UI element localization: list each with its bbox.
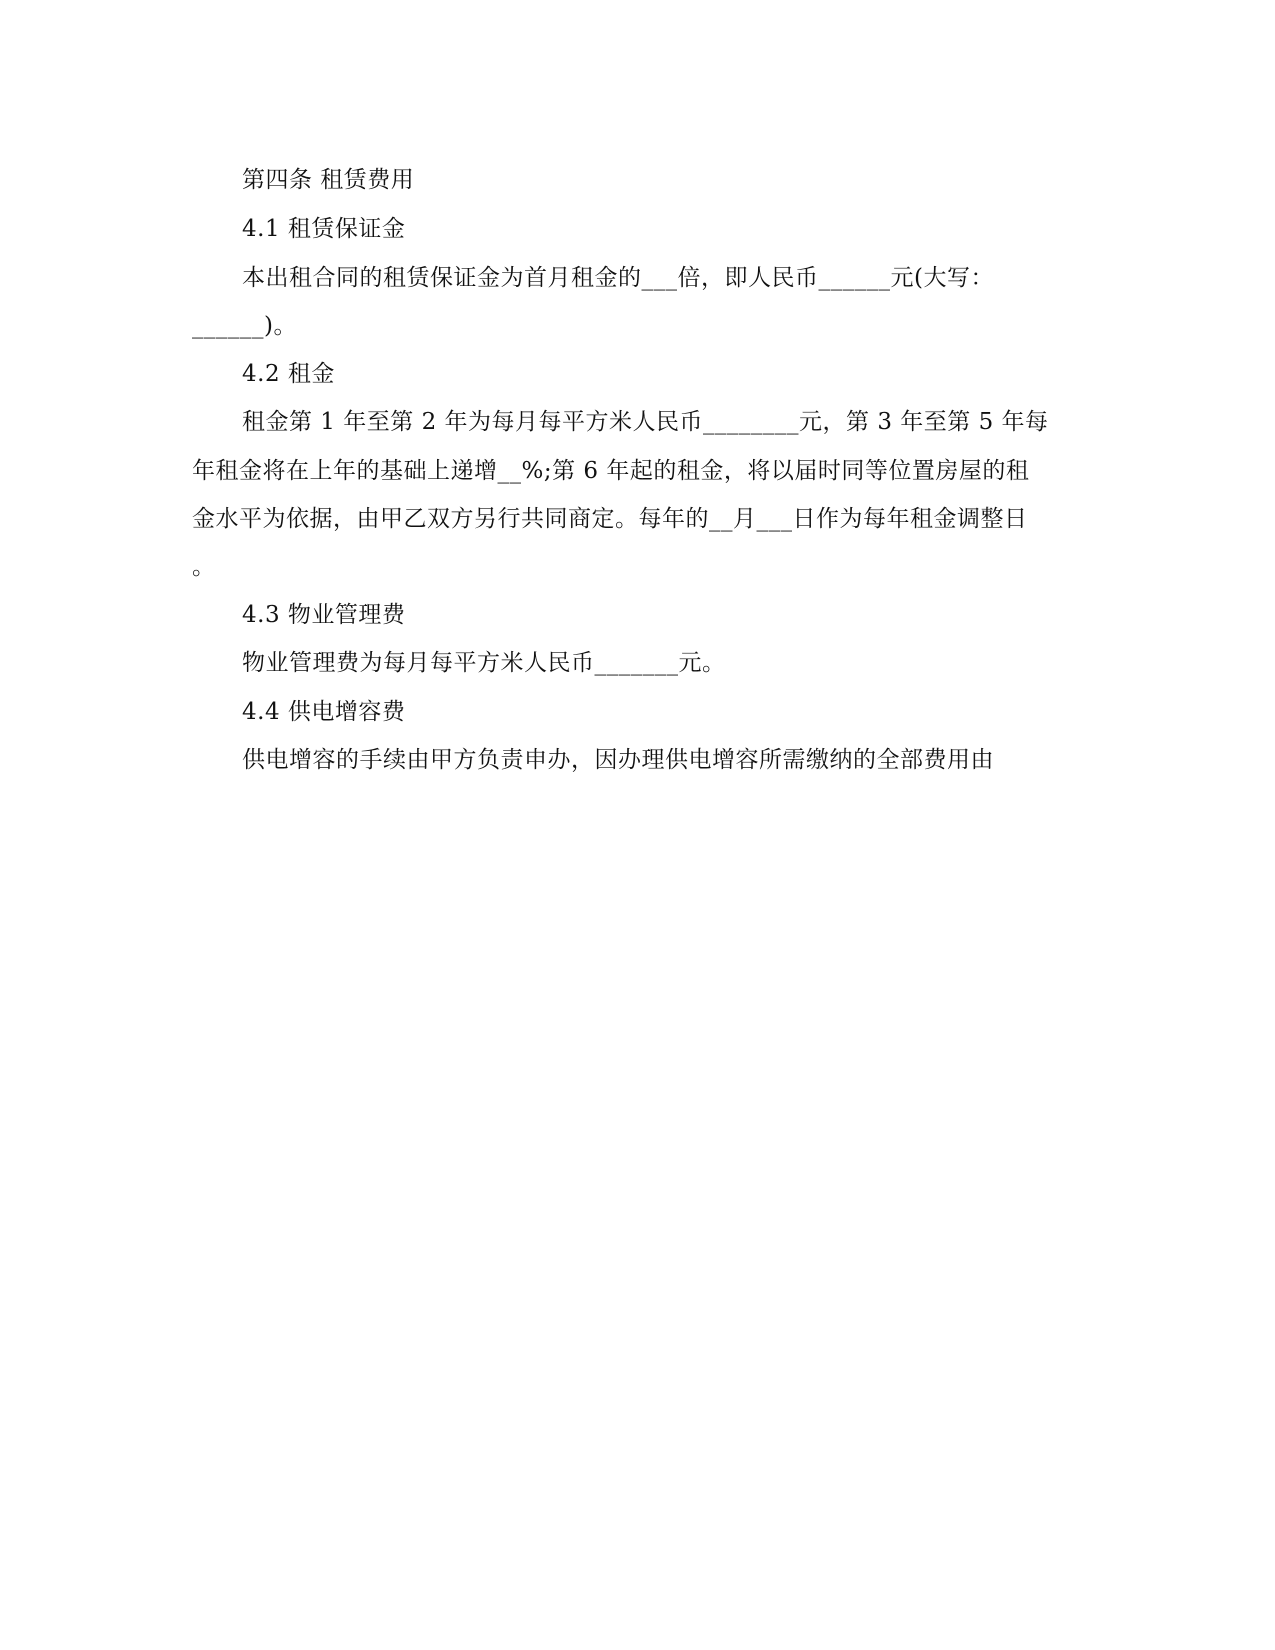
section-heading-4-2: 4.2 租金 <box>242 361 335 387</box>
paragraph-line: 物业管理费为每月每平方米人民币_______元。 <box>242 650 726 676</box>
paragraph-line: 金水平为依据，由甲乙双方另行共同商定。每年的__月___日作为每年租金调整日 <box>192 506 1028 532</box>
paragraph-line: 租金第 1 年至第 2 年为每月每平方米人民币________元，第 3 年至第 5 年每 <box>242 409 1049 435</box>
section-heading-4-3: 4.3 物业管理费 <box>242 602 406 628</box>
paragraph-line: 年租金将在上年的基础上递增__%;第 6 年起的租金，将以届时同等位置房屋的租 <box>192 458 1030 484</box>
paragraph-line: 供电增容的手续由甲方负责申办，因办理供电增容所需缴纳的全部费用由 <box>242 747 994 773</box>
article-heading: 第四条 租赁费用 <box>242 167 415 193</box>
section-heading-4-1: 4.1 租赁保证金 <box>242 216 406 242</box>
section-heading-4-4: 4.4 供电增容费 <box>242 699 406 725</box>
paragraph-line: ______)。 <box>192 313 297 339</box>
paragraph-line: 。 <box>192 554 216 580</box>
paragraph-line: 本出租合同的租赁保证金为首月租金的___倍，即人民币______元(大写： <box>242 265 994 291</box>
